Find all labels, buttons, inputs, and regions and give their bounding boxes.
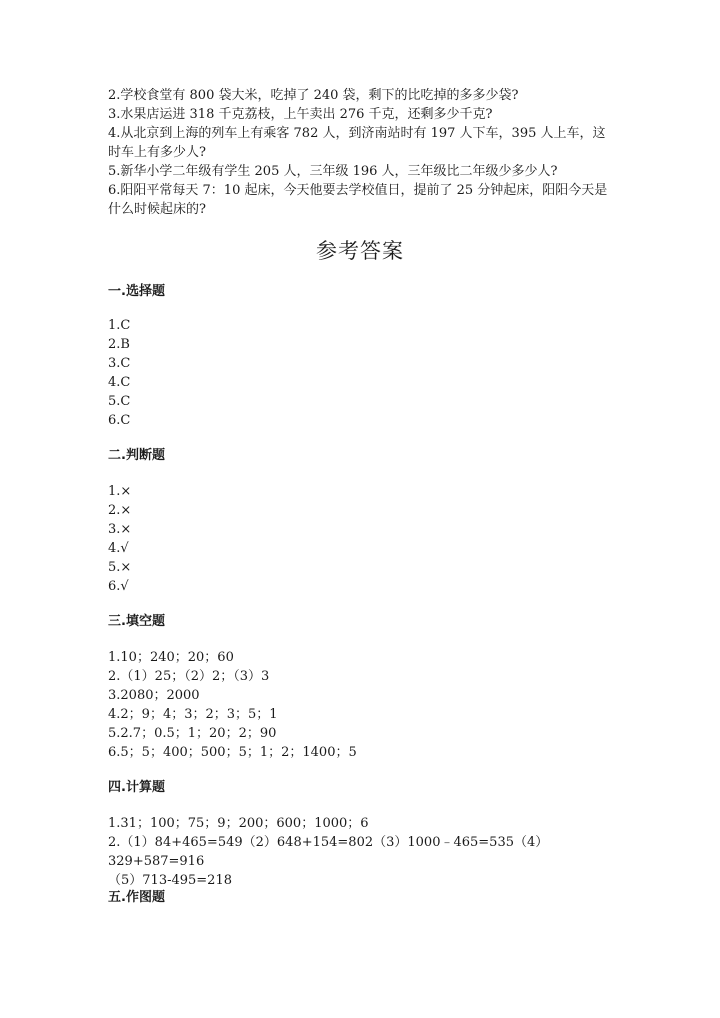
answer-list-calculation — [108, 814, 628, 890]
problem-4: 4.从北京到上海的列车上有乘客 782 人，到济南站时有 197 人下车，395 人上车，这时车上有多少人? — [108, 126, 606, 160]
list-item: 2.B — [108, 337, 130, 352]
list-item: 5.× — [108, 560, 132, 575]
answer-list-fill-blank — [108, 648, 628, 762]
section-heading-judgement: 二.判断题 — [108, 448, 165, 463]
problem-6: 6.阳阳平常每天 7：10 起床，今天他要去学校值日，提前了 25 分钟起床，阳阳今天是什么时候起床的? — [108, 183, 608, 217]
section-heading-fill-blank: 三.填空题 — [108, 614, 165, 629]
list-item: 1.31；100；75；9；200；600；1000；6 — [108, 816, 369, 831]
list-item: 4.2；9；4；3；2；3；5；1 — [108, 707, 278, 722]
list-item: （5）713-495=218 — [108, 873, 232, 888]
list-item: 2.× — [108, 503, 132, 518]
section-heading-choice: 一.选择题 — [108, 284, 165, 299]
list-item: 6.5；5；400；500；5；1；2；1400；5 — [108, 745, 357, 760]
section-heading-drawing: 五.作图题 — [108, 890, 165, 905]
list-item: 2.（1）84+465=549（2）648+154=802（3）1000﹣465=535（4）329+587=916 — [108, 835, 549, 869]
list-item: 4.C — [108, 375, 131, 390]
list-item: 5.2.7；0.5；1；20；2；90 — [108, 726, 277, 741]
list-item: 6.C — [108, 413, 131, 428]
list-item: 3.× — [108, 522, 132, 537]
problem-2: 2.学校食堂有 800 袋大米，吃掉了 240 袋，剩下的比吃掉的多多少袋? — [108, 88, 519, 103]
answer-list-choice — [108, 316, 628, 430]
list-item: 1.10；240；20；60 — [108, 650, 234, 665]
problem-5: 5.新华小学二年级有学生 205 人，三年级 196 人，三年级比二年级少多少人? — [108, 164, 558, 179]
list-item: 3.C — [108, 356, 131, 371]
problem-list — [108, 86, 608, 219]
answer-list-judgement — [108, 482, 628, 596]
list-item: 5.C — [108, 394, 131, 409]
list-item: 6.√ — [108, 579, 129, 594]
section-heading-calculation: 四.计算题 — [108, 780, 165, 795]
list-item: 1.× — [108, 484, 132, 499]
list-item: 1.C — [108, 318, 131, 333]
list-item: 3.2080；2000 — [108, 688, 200, 703]
answer-title: 参考答案 — [316, 239, 404, 263]
list-item: 4.√ — [108, 541, 129, 556]
list-item: 2.（1）25；（2）2；（3）3 — [108, 669, 270, 684]
problem-3: 3.水果店运进 318 千克荔枝，上午卖出 276 千克，还剩多少千克? — [108, 107, 493, 122]
